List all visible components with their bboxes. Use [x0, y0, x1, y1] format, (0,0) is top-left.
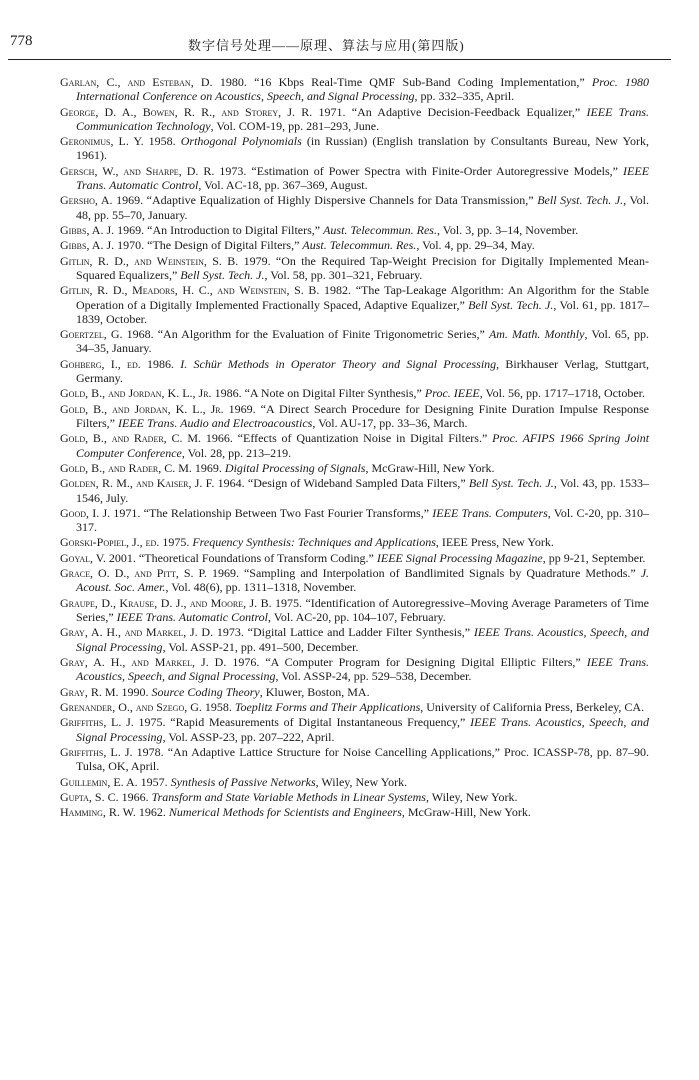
reference-entry — [60, 134, 649, 162]
reference-authors: Gersho, A. — [60, 193, 113, 208]
reference-details: , Vol. 4, pp. 29–34, May. — [416, 238, 535, 253]
reference-entry — [60, 238, 649, 252]
reference-authors: Gitlin, R. D., and Weinstein, S. B. — [60, 253, 239, 268]
reference-details: , Vol. 58, pp. 301–321, February. — [264, 267, 423, 282]
reference-details: , Vol. 56, pp. 1717–1718, October. — [479, 386, 645, 401]
reference-authors: Gold, B., and Rader, C. M. — [60, 431, 201, 446]
reference-year: 1973. — [219, 163, 247, 178]
reference-year: 1976. — [232, 655, 260, 670]
reference-authors: Grenander, O., and Szego, G. — [60, 700, 202, 715]
reference-entry — [60, 655, 649, 683]
reference-venue: IEEE Trans. Acoustics, Speech, and Signal Processing — [76, 715, 650, 744]
reference-title: “On the Required Tap-Weight Precision for Digitally Implemented Mean-Squared Equalizers,” — [76, 253, 650, 282]
reference-details: , Vol. C-20, pp. 310–317. — [76, 505, 649, 535]
reference-year: 1957. — [140, 774, 168, 789]
page-number: 778 — [10, 33, 33, 49]
reference-details: , Vol. 43, pp. 1533–1546, July. — [76, 476, 650, 505]
reference-year: 1966. — [205, 431, 233, 446]
reference-title: “Adaptive Equalization of Highly Dispersive Channels for Data Transmission,” — [146, 193, 534, 208]
reference-venue: Am. Math. Monthly — [488, 327, 585, 342]
reference-details: , Vol. 48, pp. 55–70, January. — [76, 193, 650, 222]
reference-entry — [60, 386, 649, 400]
reference-authors: Gitlin, R. D., Meadors, H. C., and Weinstein, S. B. — [60, 283, 320, 298]
reference-authors: Guillemin, E. A. — [60, 774, 138, 789]
reference-venue: IEEE Trans. Computers — [432, 505, 548, 520]
reference-entry — [60, 805, 649, 819]
reference-venue: IEEE Trans. Acoustics, Speech, and Signal Processing — [76, 655, 650, 684]
reference-year: 1980. — [219, 75, 247, 89]
reference-venue: Frequency Synthesis: Techniques and Applications — [192, 535, 436, 550]
reference-details: , Vol. 61, pp. 1817–1839, October. — [76, 297, 649, 326]
reference-entry — [60, 357, 649, 385]
reference-details: , Kluwer, Boston, MA. — [259, 684, 370, 699]
reference-authors: Gorski-Popiel, J., ed. — [60, 535, 160, 550]
reference-title: “A Computer Program for Designing Digital Elliptic Filters,” — [265, 655, 581, 670]
reference-details: , Vol. AU-17, pp. 33–36, March. — [312, 415, 468, 430]
reference-authors: Grace, O. D., and Pitt, S. P. — [60, 566, 207, 581]
reference-year: 1969. — [228, 401, 256, 416]
reference-year: 1969. — [211, 566, 239, 581]
reference-title: “Digital Lattice and Ladder Filter Synthesis,” — [247, 625, 471, 640]
reference-year: 1975. — [138, 715, 166, 730]
reference-entry — [60, 551, 649, 565]
reference-year: 1958. — [148, 134, 176, 149]
reference-entry — [60, 105, 649, 133]
reference-venue: J. Acoust. Soc. Amer. — [76, 566, 650, 595]
reference-details: , Vol. 65, pp. 34–35, January. — [76, 327, 650, 356]
reference-title: “The Tap-Leakage Algorithm: An Algorithm for the Stable Operation of a Digitally Implemented Fractionally Spaced, Adaptive Equalizer,” — [76, 283, 650, 312]
reference-year: 1982. — [324, 283, 352, 298]
reference-details: , Vol. 28, pp. 213–219. — [181, 445, 292, 460]
reference-details: , Vol. COM-19, pp. 281–293, June. — [210, 118, 380, 133]
reference-title: “Theoretical Foundations of Transform Coding.” — [138, 550, 374, 565]
reference-details: , McGraw-Hill, New York. — [401, 805, 531, 820]
reference-entry — [60, 402, 649, 430]
reference-title: “Estimation of Power Spectra with Finite-Order Autoregressive Models,” — [251, 163, 619, 178]
reference-venue: I. Schür Methods in Operator Theory and Signal Processing — [180, 356, 497, 371]
reference-entry — [60, 506, 649, 534]
reference-title: “Rapid Measurements of Digital Instantaneous Frequency,” — [170, 715, 466, 730]
reference-authors: Garlan, C., and Esteban, D. — [60, 75, 213, 89]
reference-entry — [60, 223, 649, 237]
reference-venue: Digital Processing of Signals — [224, 460, 366, 475]
reference-year: 1969. — [194, 460, 222, 475]
reference-year: 1971. — [113, 505, 141, 520]
reference-venue: Proc. 1980 International Conference on Acoustics, Speech, and Signal Processing — [76, 75, 650, 104]
reference-authors: Hamming, R. W. — [60, 805, 136, 820]
reference-details: , pp. 332–335, April. — [414, 89, 515, 104]
reference-authors: George, D. A., Bowen, R. R., and Storey, J. R. — [60, 104, 313, 119]
reference-year: 1990. — [121, 684, 149, 699]
reference-entry — [60, 283, 649, 326]
reference-details: , McGraw-Hill, New York. — [365, 460, 495, 475]
reference-details: , pp 9-21, September. — [542, 550, 646, 565]
reference-year: 1962. — [138, 805, 166, 820]
reference-authors: Gray, A. H., and Markel, J. D. — [60, 625, 214, 640]
reference-title: “A Note on Digital Filter Synthesis,” — [244, 386, 422, 401]
reference-entry — [60, 625, 649, 653]
reference-year: 1975. — [275, 595, 303, 610]
reference-year: 1958. — [204, 700, 232, 715]
reference-year: 1979. — [243, 253, 271, 268]
reference-authors: Gersch, W., and Sharpe, D. R. — [60, 163, 215, 178]
reference-title: “Sampling and Interpolation of Bandlimited Signals by Quadrature Methods.” — [243, 566, 636, 581]
reference-entry — [60, 775, 649, 789]
reference-details: , Vol. AC-20, pp. 104–107, February. — [268, 610, 446, 625]
reference-details: , Wiley, New York. — [425, 790, 518, 804]
reference-entry — [60, 164, 649, 192]
header-rule — [8, 59, 671, 60]
reference-authors: Geronimus, L. Y. — [60, 134, 144, 149]
reference-details: , Vol. ASSP-23, pp. 207–222, April. — [162, 729, 335, 744]
reference-entry — [60, 431, 649, 459]
reference-authors: Graupe, D., Krause, D. J., and Moore, J. B. — [60, 595, 272, 610]
reference-venue: Aust. Telecommun. Res. — [323, 222, 437, 237]
reference-venue: Orthogonal Polynomials — [180, 134, 302, 149]
reference-year: 1986. — [147, 356, 174, 371]
reference-year: 1986. — [214, 386, 242, 401]
reference-list — [60, 75, 649, 821]
reference-entry — [60, 685, 649, 699]
reference-details: , Vol. ASSP-24, pp. 529–538, December. — [275, 669, 472, 684]
reference-authors: Gray, R. M. — [60, 684, 119, 699]
reference-year: 1969. — [116, 193, 144, 208]
reference-entry — [60, 790, 649, 804]
reference-venue: IEEE Trans. Audio and Electroacoustics — [118, 415, 313, 430]
reference-entry — [60, 476, 649, 504]
reference-title: “16 Kbps Real-Time QMF Sub-Band Coding Implementation,” — [254, 75, 585, 89]
reference-year: 1978. — [136, 745, 164, 760]
reference-year: 1975. — [162, 535, 190, 550]
reference-venue: Aust. Telecommun. Res. — [302, 238, 417, 253]
running-head: 数字信号处理——原理、算法与应用(第四版) — [188, 38, 465, 53]
reference-title: “An Adaptive Lattice Structure for Noise Cancelling Applications,” Proc. ICASSP-78, pp. 87–90. Tulsa, OK, April. — [76, 745, 649, 774]
reference-entry — [60, 535, 649, 549]
reference-details: , Vol. AC-18, pp. 367–369, August. — [198, 177, 368, 192]
reference-authors: Goertzel, G. — [60, 327, 123, 342]
reference-entry — [60, 254, 649, 282]
reference-authors: Gold, B., and Rader, C. M. — [60, 460, 192, 475]
reference-entry — [60, 193, 649, 221]
reference-authors: Griffiths, L. J. — [60, 715, 134, 730]
reference-details: , Wiley, New York. — [315, 774, 408, 789]
reference-authors: Gibbs, A. J. — [60, 238, 115, 253]
reference-title: “An Adaptive Decision-Feedback Equalizer,” — [351, 104, 581, 119]
reference-venue: Bell Syst. Tech. J. — [468, 476, 554, 491]
reference-venue: Numerical Methods for Scientists and Engineers — [168, 805, 402, 820]
reference-title: “Design of Wideband Sampled Data Filters,” — [247, 476, 466, 491]
reference-venue: Toeplitz Forms and Their Applications — [234, 700, 421, 715]
reference-venue: Proc. AFIPS 1966 Spring Joint Computer Conference — [76, 431, 650, 460]
reference-entry — [60, 566, 649, 594]
reference-authors: Gibbs, A. J. — [60, 222, 115, 237]
reference-venue: Bell Syst. Tech. J. — [180, 267, 265, 282]
reference-venue: IEEE Signal Processing Magazine — [376, 550, 543, 565]
reference-authors: Gold, B., and Jordan, K. L., Jr. — [60, 386, 212, 401]
reference-entry — [60, 715, 649, 743]
reference-venue: Bell Syst. Tech. J. — [537, 193, 624, 208]
reference-entry — [60, 461, 649, 475]
reference-details: , University of California Press, Berkeley, CA. — [420, 700, 645, 715]
reference-entry — [60, 327, 649, 355]
reference-details: , IEEE Press, New York. — [435, 535, 554, 550]
reference-authors: Good, I. J. — [60, 505, 111, 520]
reference-venue: Synthesis of Passive Networks — [170, 774, 316, 789]
reference-details: , Vol. 48(6), pp. 1311–1318, November. — [165, 580, 357, 595]
reference-authors: Gold, B., and Jordan, K. L., Jr. — [60, 401, 224, 416]
reference-details: (in Russian) (English translation by Consultants Bureau, New York, 1961). — [76, 134, 650, 163]
reference-title: “An Algorithm for the Evaluation of Finite Trigonometric Series,” — [157, 327, 485, 342]
reference-title: “A Direct Search Procedure for Designing Finite Duration Impulse Response Filters,” — [76, 401, 650, 430]
reference-entry — [60, 700, 649, 714]
reference-venue: IEEE Trans. Acoustics, Speech, and Signal Processing — [76, 625, 650, 654]
reference-title: “Identification of Autoregressive–Moving Average Parameters of Time Series,” — [76, 595, 649, 625]
reference-venue: IEEE Trans. Automatic Control — [76, 163, 650, 192]
reference-authors: Golden, R. M., and Kaiser, J. F. — [60, 476, 215, 491]
reference-authors: Griffiths, L. J. — [60, 745, 133, 760]
reference-year: 1971. — [318, 104, 346, 119]
reference-year: 1968. — [126, 327, 154, 342]
reference-year: 2001. — [108, 550, 136, 565]
reference-venue: Source Coding Theory — [151, 684, 260, 699]
reference-entry — [60, 596, 649, 624]
reference-venue: IEEE Trans. Automatic Control — [116, 610, 268, 625]
reference-authors: Goyal, V. — [60, 550, 106, 565]
reference-details: , Vol. 3, pp. 3–14, November. — [436, 222, 579, 237]
reference-year: 1973. — [216, 625, 244, 640]
reference-authors: Gray, A. H., and Markel, J. D. — [60, 655, 227, 670]
reference-year: 1964. — [217, 476, 245, 491]
reference-details: , Birkhauser Verlag, Stuttgart, Germany. — [76, 356, 650, 385]
reference-year: 1970. — [117, 238, 145, 253]
reference-venue: Transform and State Variable Methods in Linear Systems — [151, 790, 426, 804]
reference-authors: Gohberg, I., ed. — [60, 356, 141, 371]
reference-authors: Gupta, S. C. — [60, 790, 119, 804]
reference-title: “An Introduction to Digital Filters,” — [147, 222, 321, 237]
reference-title: “The Relationship Between Two Fast Fourier Transforms,” — [143, 505, 430, 520]
reference-venue: IEEE Trans. Communication Technology — [76, 104, 650, 133]
reference-entry — [60, 75, 649, 103]
reference-title: “Effects of Quantization Noise in Digital Filters.” — [237, 431, 488, 446]
page-header — [10, 30, 671, 60]
reference-venue: Bell Syst. Tech. J. — [468, 297, 554, 312]
reference-entry — [60, 745, 649, 773]
reference-title: “The Design of Digital Filters,” — [147, 238, 300, 253]
reference-details: , Vol. ASSP-21, pp. 491–500, December. — [162, 639, 359, 654]
reference-venue: Proc. IEEE — [424, 386, 480, 401]
reference-year: 1966. — [121, 790, 149, 804]
reference-year: 1969. — [117, 222, 145, 237]
